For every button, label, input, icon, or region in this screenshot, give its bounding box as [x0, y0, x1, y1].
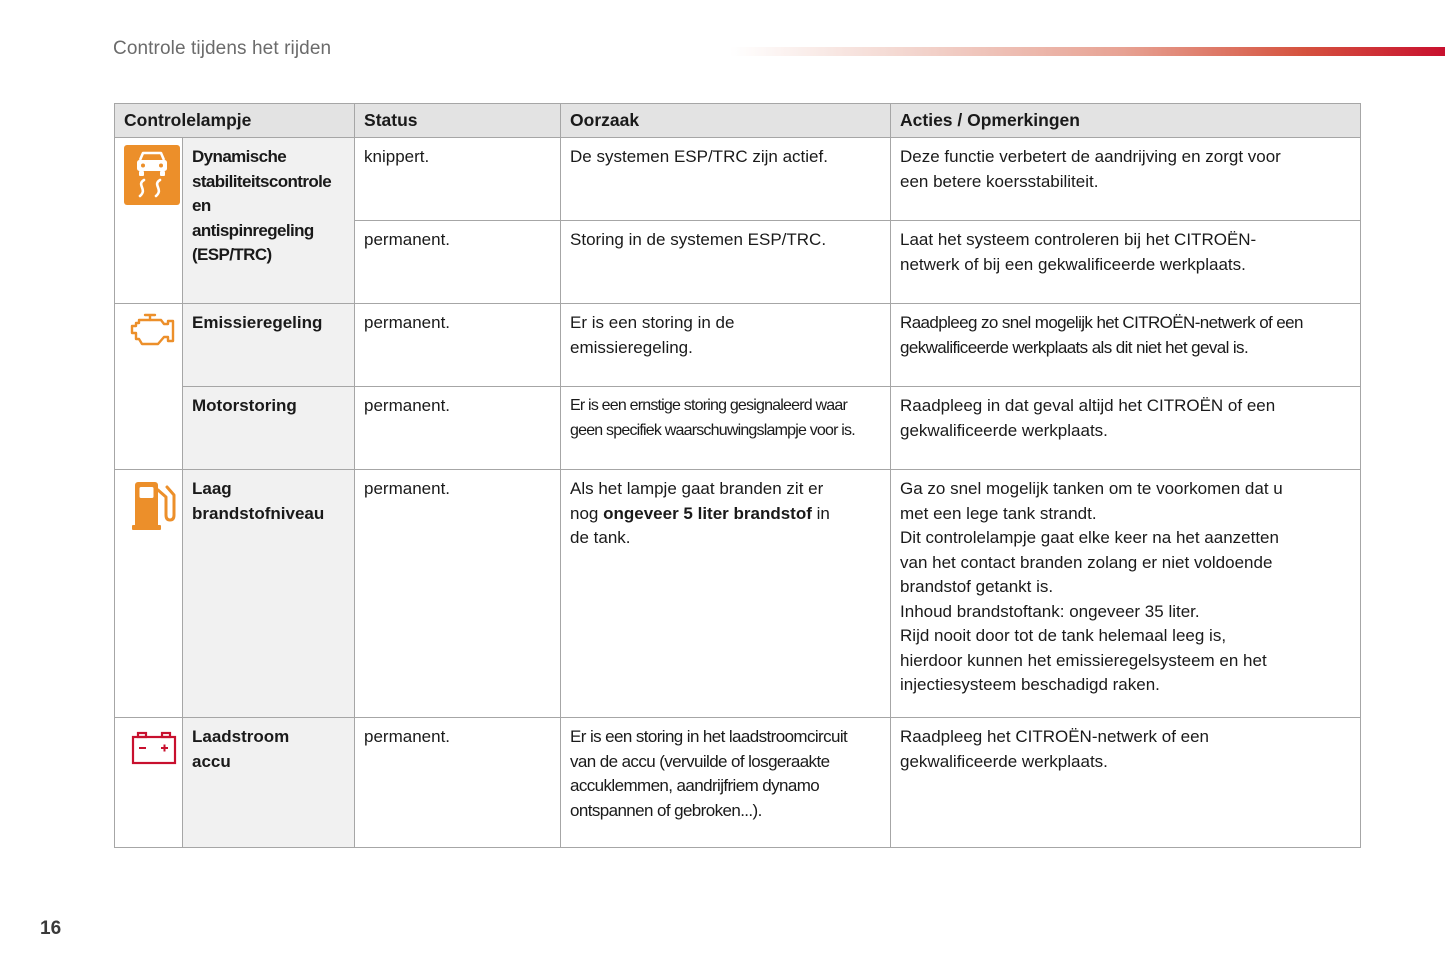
cause-line — [570, 502, 881, 527]
emissieregeling-cause — [561, 304, 891, 387]
esp-name-line: stabiliteitscontrole — [192, 171, 332, 191]
table-row — [115, 387, 1361, 470]
action-line: van het contact branden zolang er niet voldoende — [900, 552, 1273, 572]
battery-name-line: accu — [192, 751, 231, 771]
battery-icon — [124, 725, 184, 765]
table-row — [115, 138, 1361, 221]
cause-text: nog — [570, 503, 604, 523]
esp-name-line: en — [192, 196, 211, 215]
action-line: een betere koersstabiliteit. — [900, 171, 1099, 191]
action-line: Ga zo snel mogelijk tanken om te voorkomen dat u — [900, 479, 1283, 498]
table-header-row — [115, 104, 1361, 138]
action-line: Dit controlelampje gaat elke keer na het aanzetten — [900, 528, 1279, 547]
cause-line: de tank. — [570, 528, 631, 547]
cause-line: Er is een storing in de — [570, 313, 735, 332]
action-line: Raadpleeg zo snel mogelijk het CITROËN-netwerk of een — [900, 313, 1303, 332]
motorstoring-cause — [561, 387, 891, 470]
column-header-controlelampje: Controlelampje — [115, 104, 355, 138]
battery-name-cell — [183, 718, 355, 848]
table-row — [115, 304, 1361, 387]
battery-status: permanent. — [355, 718, 561, 848]
action-line: met een lege tank strandt. — [900, 503, 1097, 523]
esp-status-blinking: knippert. — [355, 138, 561, 221]
fuel-name-cell — [183, 470, 355, 718]
emissieregeling-name: Emissieregeling — [183, 304, 355, 387]
column-header-acties: Acties / Opmerkingen — [891, 104, 1361, 138]
battery-name-line: Laadstroom — [192, 727, 290, 746]
page-header-title: Controle tijdens het rijden — [113, 38, 332, 59]
cause-line: ontspannen of gebroken...). — [570, 800, 762, 820]
emissieregeling-action — [891, 304, 1361, 387]
action-line: gekwalificeerde werkplaats als dit niet het geval is. — [900, 337, 1249, 357]
action-line: Rijd nooit door tot de tank helemaal leeg is, — [900, 626, 1227, 645]
esp-cause-active: De systemen ESP/TRC zijn actief. — [561, 138, 891, 221]
action-line: gekwalificeerde werkplaats. — [900, 751, 1108, 771]
esp-icon-cell — [115, 138, 183, 304]
fuel-cause — [561, 470, 891, 718]
battery-action — [891, 718, 1361, 848]
header-accent-bar — [730, 47, 1445, 56]
battery-cause — [561, 718, 891, 848]
fuel-pump-icon — [124, 477, 184, 531]
column-header-status: Status — [355, 104, 561, 138]
fuel-status: permanent. — [355, 470, 561, 718]
battery-icon-cell — [115, 718, 183, 848]
emissieregeling-status: permanent. — [355, 304, 561, 387]
esp-name-cell — [183, 138, 355, 304]
table-row — [115, 718, 1361, 848]
cause-line: Als het lampje gaat branden zit er — [570, 479, 824, 498]
cause-line: Er is een storing in het laadstroomcircuit — [570, 727, 848, 746]
warning-lights-table — [114, 103, 1361, 848]
fuel-name-line: brandstofniveau — [192, 503, 325, 523]
esp-name-line: antispinregeling — [192, 220, 314, 240]
engine-icon — [124, 311, 184, 349]
action-line: Laat het systeem controleren bij het CITROËN- — [900, 230, 1257, 249]
cause-line: Er is een ernstige storing gesignaleerd waar — [570, 397, 847, 414]
motorstoring-status: permanent. — [355, 387, 561, 470]
esp-cause-fault: Storing in de systemen ESP/TRC. — [561, 221, 891, 304]
esp-action-cell — [891, 138, 1361, 221]
cause-line: geen specifiek waarschuwingslampje voor is. — [570, 421, 855, 439]
esp-name-line: Dynamische — [192, 147, 287, 166]
action-line: Inhoud brandstoftank: ongeveer 35 liter. — [900, 601, 1200, 621]
cause-text: in — [811, 503, 830, 523]
fuel-name-line: Laag — [192, 479, 232, 498]
fuel-icon-cell — [115, 470, 183, 718]
column-header-oorzaak: Oorzaak — [561, 104, 891, 138]
table-row — [115, 470, 1361, 718]
cause-emphasis: ongeveer 5 liter brandstof — [603, 503, 812, 523]
esp-action-cell — [891, 221, 1361, 304]
action-line: Raadpleeg het CITROËN-netwerk of een — [900, 727, 1210, 746]
action-line: Deze functie verbetert de aandrijving en zorgt voor — [900, 147, 1281, 166]
skid-car-icon — [124, 145, 180, 205]
motorstoring-action — [891, 387, 1361, 470]
motorstoring-name: Motorstoring — [183, 387, 355, 470]
action-line: injectiesysteem beschadigd raken. — [900, 675, 1160, 694]
cause-line: accuklemmen, aandrijfriem dynamo — [570, 776, 820, 795]
esp-name-line: (ESP/TRC) — [192, 245, 272, 264]
page-number: 16 — [40, 918, 62, 939]
engine-icon-cell — [115, 304, 183, 470]
action-line: netwerk of bij een gekwalificeerde werkplaats. — [900, 254, 1246, 274]
action-line: Raadpleeg in dat geval altijd het CITROËN of een — [900, 396, 1276, 415]
fuel-action — [891, 470, 1361, 718]
action-line: hierdoor kunnen het emissieregelsysteem en het — [900, 650, 1267, 670]
cause-line: emissieregeling. — [570, 337, 693, 357]
action-line: gekwalificeerde werkplaats. — [900, 420, 1108, 440]
cause-line: van de accu (vervuilde of losgeraakte — [570, 751, 830, 771]
esp-status-permanent: permanent. — [355, 221, 561, 304]
action-line: brandstof getankt is. — [900, 577, 1054, 596]
